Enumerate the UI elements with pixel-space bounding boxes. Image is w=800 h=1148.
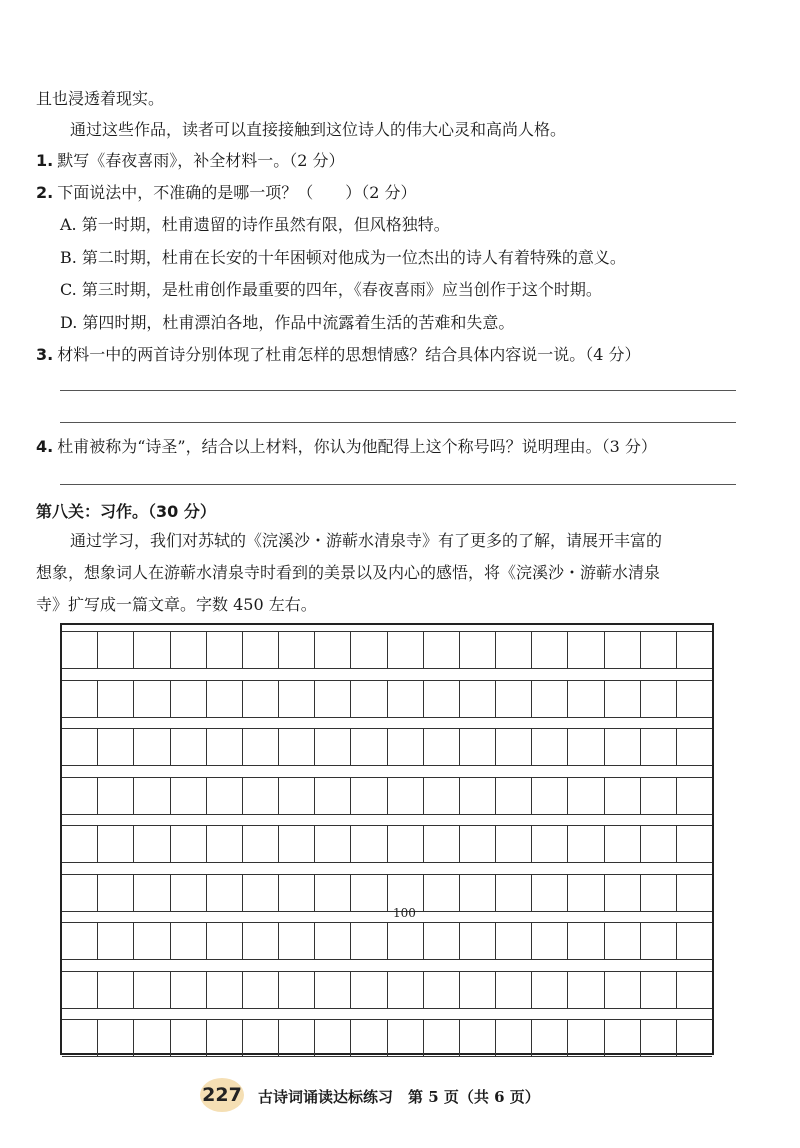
- answer-line[interactable]: [60, 484, 736, 485]
- grid-cell[interactable]: [171, 632, 207, 668]
- grid-cell[interactable]: [171, 826, 207, 862]
- grid-cell[interactable]: [388, 778, 424, 814]
- grid-cell[interactable]: [677, 778, 712, 814]
- grid-cell[interactable]: [171, 681, 207, 717]
- grid-cell[interactable]: [315, 826, 351, 862]
- grid-cell[interactable]: [243, 729, 279, 765]
- grid-cell[interactable]: [496, 875, 532, 911]
- question-2: [36, 182, 417, 204]
- question-text: 下面说法中，不准确的是哪一项？（ ）（2 分）: [57, 183, 417, 202]
- grid-cell[interactable]: [424, 923, 460, 959]
- grid-row: [62, 825, 712, 863]
- grid-cell[interactable]: [677, 632, 712, 668]
- grid-cell[interactable]: [98, 923, 134, 959]
- grid-cell[interactable]: [279, 923, 315, 959]
- grid-cell[interactable]: [677, 1020, 712, 1056]
- grid-cell[interactable]: [568, 1020, 604, 1056]
- grid-cell[interactable]: [134, 875, 170, 911]
- page-number-badge: 227: [200, 1078, 244, 1112]
- grid-cell[interactable]: [424, 681, 460, 717]
- grid-cell[interactable]: [677, 923, 712, 959]
- grid-cell[interactable]: [98, 729, 134, 765]
- grid-cell[interactable]: [134, 632, 170, 668]
- question-text: 材料一中的两首诗分别体现了杜甫怎样的思想情感？结合具体内容说一说。（4 分）: [57, 345, 641, 364]
- grid-cell[interactable]: [207, 972, 243, 1008]
- grid-row: [62, 728, 712, 766]
- grid-cell[interactable]: [641, 875, 677, 911]
- grid-cell[interactable]: [134, 972, 170, 1008]
- grid-cell[interactable]: [98, 778, 134, 814]
- grid-cell[interactable]: [134, 1020, 170, 1056]
- grid-cell[interactable]: [62, 923, 98, 959]
- grid-cell[interactable]: [134, 826, 170, 862]
- writing-grid[interactable]: [60, 623, 714, 1055]
- grid-cell[interactable]: [134, 923, 170, 959]
- grid-cell[interactable]: [98, 826, 134, 862]
- section-title: 第八关：习作。（30 分）: [36, 502, 216, 521]
- grid-cell[interactable]: [677, 729, 712, 765]
- grid-cell[interactable]: [243, 972, 279, 1008]
- grid-cell[interactable]: [532, 826, 568, 862]
- grid-cell[interactable]: [532, 875, 568, 911]
- grid-cell[interactable]: [568, 632, 604, 668]
- grid-cell[interactable]: [98, 632, 134, 668]
- grid-cell[interactable]: [605, 778, 641, 814]
- grid-cell[interactable]: [279, 681, 315, 717]
- grid-cell[interactable]: [605, 923, 641, 959]
- grid-cell[interactable]: [207, 632, 243, 668]
- grid-cell[interactable]: [496, 923, 532, 959]
- grid-cell[interactable]: [460, 923, 496, 959]
- answer-line[interactable]: [60, 422, 736, 423]
- grid-cell[interactable]: [62, 729, 98, 765]
- grid-cell[interactable]: [134, 778, 170, 814]
- grid-cell[interactable]: [171, 729, 207, 765]
- grid-cell[interactable]: [424, 729, 460, 765]
- grid-cell[interactable]: [605, 1020, 641, 1056]
- grid-cell[interactable]: [677, 875, 712, 911]
- grid-cell[interactable]: [62, 632, 98, 668]
- grid-row: [62, 777, 712, 815]
- grid-cell[interactable]: [605, 729, 641, 765]
- grid-cell[interactable]: [171, 972, 207, 1008]
- grid-cell[interactable]: [243, 632, 279, 668]
- grid-cell[interactable]: [315, 632, 351, 668]
- question-text: 默写《春夜喜雨》，补全材料一。（2 分）: [57, 151, 345, 170]
- grid-cell[interactable]: [568, 681, 604, 717]
- grid-cell[interactable]: [388, 972, 424, 1008]
- page-footer: [0, 1078, 800, 1118]
- grid-cell[interactable]: [279, 826, 315, 862]
- question-number: 4.: [36, 437, 54, 456]
- grid-cell[interactable]: [424, 875, 460, 911]
- question-number: 2.: [36, 183, 54, 202]
- grid-cell[interactable]: [496, 778, 532, 814]
- grid-cell[interactable]: [351, 923, 387, 959]
- grid-cell[interactable]: [98, 681, 134, 717]
- grid-cell[interactable]: [532, 729, 568, 765]
- grid-cell[interactable]: [677, 826, 712, 862]
- question-text: 杜甫被称为“诗圣”，结合以上材料，你认为他配得上这个称号吗？说明理由。（3 分）: [57, 437, 657, 456]
- grid-cell[interactable]: [243, 681, 279, 717]
- grid-cell[interactable]: [460, 875, 496, 911]
- grid-row: [62, 631, 712, 669]
- grid-cell[interactable]: [496, 1020, 532, 1056]
- word-count-mark: 100: [393, 906, 416, 920]
- grid-cell[interactable]: [532, 778, 568, 814]
- grid-cell[interactable]: [424, 778, 460, 814]
- grid-cell[interactable]: [279, 1020, 315, 1056]
- grid-cell[interactable]: [207, 875, 243, 911]
- grid-cell[interactable]: [62, 826, 98, 862]
- grid-cell[interactable]: [351, 681, 387, 717]
- grid-cell[interactable]: [460, 826, 496, 862]
- grid-cell[interactable]: [677, 681, 712, 717]
- grid-cell[interactable]: [460, 1020, 496, 1056]
- grid-row: [62, 874, 712, 912]
- grid-cell[interactable]: [424, 826, 460, 862]
- grid-cell[interactable]: [605, 972, 641, 1008]
- grid-cell[interactable]: [641, 632, 677, 668]
- grid-cell[interactable]: [351, 875, 387, 911]
- grid-cell[interactable]: [605, 632, 641, 668]
- grid-cell[interactable]: [279, 875, 315, 911]
- grid-cell[interactable]: [98, 875, 134, 911]
- grid-cell[interactable]: [315, 1020, 351, 1056]
- grid-cell[interactable]: [351, 1020, 387, 1056]
- answer-line[interactable]: [60, 390, 736, 391]
- grid-cell[interactable]: [171, 875, 207, 911]
- option-b: B. 第二时期，杜甫在长安的十年困顿对他成为一位杰出的诗人有着特殊的意义。: [60, 248, 626, 267]
- grid-cell[interactable]: [315, 778, 351, 814]
- grid-cell[interactable]: [171, 778, 207, 814]
- grid-cell[interactable]: [388, 1020, 424, 1056]
- grid-cell[interactable]: [388, 729, 424, 765]
- grid-cell[interactable]: [351, 729, 387, 765]
- grid-cell[interactable]: [351, 826, 387, 862]
- grid-cell[interactable]: [605, 826, 641, 862]
- question-1: [36, 150, 345, 172]
- grid-cell[interactable]: [388, 681, 424, 717]
- grid-cell[interactable]: [279, 778, 315, 814]
- grid-cell[interactable]: [460, 778, 496, 814]
- grid-cell[interactable]: [641, 681, 677, 717]
- grid-cell[interactable]: [243, 875, 279, 911]
- passage-line-1: 且也浸透着现实。: [36, 89, 165, 108]
- grid-cell[interactable]: [62, 1020, 98, 1056]
- grid-cell[interactable]: [496, 826, 532, 862]
- grid-cell[interactable]: [460, 729, 496, 765]
- grid-cell[interactable]: [243, 1020, 279, 1056]
- grid-cell[interactable]: [568, 729, 604, 765]
- grid-cell[interactable]: [496, 681, 532, 717]
- grid-cell[interactable]: [532, 923, 568, 959]
- grid-cell[interactable]: [171, 923, 207, 959]
- grid-cell[interactable]: [134, 729, 170, 765]
- grid-cell[interactable]: [677, 972, 712, 1008]
- grid-cell[interactable]: [460, 632, 496, 668]
- grid-cell[interactable]: [388, 923, 424, 959]
- grid-cell[interactable]: [568, 826, 604, 862]
- grid-cell[interactable]: [496, 729, 532, 765]
- grid-cell[interactable]: [171, 1020, 207, 1056]
- grid-cell[interactable]: [424, 632, 460, 668]
- grid-cell[interactable]: [532, 681, 568, 717]
- grid-cell[interactable]: [532, 632, 568, 668]
- grid-row: [62, 1019, 712, 1057]
- grid-cell[interactable]: [388, 826, 424, 862]
- option-a: A. 第一时期，杜甫遗留的诗作虽然有限，但风格独特。: [60, 215, 450, 234]
- grid-cell[interactable]: [207, 778, 243, 814]
- grid-cell[interactable]: [62, 681, 98, 717]
- essay-prompt-line-2: 想象，想象词人在游蕲水清泉寺时看到的美景以及内心的感悟，将《浣溪沙・游蕲水清泉: [36, 563, 661, 582]
- grid-cell[interactable]: [641, 729, 677, 765]
- grid-cell[interactable]: [605, 875, 641, 911]
- grid-cell[interactable]: [62, 778, 98, 814]
- grid-cell[interactable]: [315, 972, 351, 1008]
- grid-cell[interactable]: [207, 923, 243, 959]
- grid-cell[interactable]: [315, 923, 351, 959]
- grid-cell[interactable]: [351, 972, 387, 1008]
- grid-cell[interactable]: [568, 923, 604, 959]
- question-number: 3.: [36, 345, 54, 364]
- grid-cell[interactable]: [605, 681, 641, 717]
- grid-cell[interactable]: [62, 875, 98, 911]
- grid-cell[interactable]: [207, 681, 243, 717]
- grid-cell[interactable]: [568, 875, 604, 911]
- grid-cell[interactable]: [351, 778, 387, 814]
- grid-cell[interactable]: [98, 1020, 134, 1056]
- essay-prompt-line-3: 寺》扩写成一篇文章。字数 450 左右。: [36, 595, 317, 614]
- grid-cell[interactable]: [315, 875, 351, 911]
- grid-cell[interactable]: [243, 923, 279, 959]
- grid-cell[interactable]: [207, 1020, 243, 1056]
- question-3: [36, 344, 641, 366]
- grid-cell[interactable]: [243, 826, 279, 862]
- grid-row: [62, 680, 712, 718]
- grid-cell[interactable]: [62, 972, 98, 1008]
- grid-cell[interactable]: [641, 826, 677, 862]
- grid-cell[interactable]: [568, 778, 604, 814]
- grid-cell[interactable]: [641, 972, 677, 1008]
- question-4: [36, 436, 657, 458]
- grid-cell[interactable]: [134, 681, 170, 717]
- essay-prompt-line-1: 通过学习，我们对苏轼的《浣溪沙・游蕲水清泉寺》有了更多的了解，请展开丰富的: [70, 531, 663, 550]
- grid-cell[interactable]: [279, 632, 315, 668]
- grid-cell[interactable]: [532, 1020, 568, 1056]
- passage-line-2: 通过这些作品，读者可以直接接触到这位诗人的伟大心灵和高尚人格。: [70, 120, 567, 139]
- grid-cell[interactable]: [207, 729, 243, 765]
- grid-cell[interactable]: [388, 632, 424, 668]
- grid-cell[interactable]: [641, 923, 677, 959]
- grid-cell[interactable]: [243, 778, 279, 814]
- grid-cell[interactable]: [207, 826, 243, 862]
- grid-cell[interactable]: [98, 972, 134, 1008]
- grid-cell[interactable]: [460, 681, 496, 717]
- grid-cell[interactable]: [315, 729, 351, 765]
- grid-cell[interactable]: [460, 972, 496, 1008]
- option-c: C. 第三时期，是杜甫创作最重要的四年，《春夜喜雨》应当创作于这个时期。: [60, 280, 602, 299]
- grid-cell[interactable]: [496, 972, 532, 1008]
- grid-cell[interactable]: [279, 729, 315, 765]
- grid-cell[interactable]: [315, 681, 351, 717]
- footer-text: 古诗词诵读达标练习 第 5 页（共 6 页）: [258, 1088, 540, 1106]
- grid-cell[interactable]: [641, 778, 677, 814]
- grid-row: [62, 971, 712, 1009]
- grid-cell[interactable]: [279, 972, 315, 1008]
- grid-cell[interactable]: [641, 1020, 677, 1056]
- grid-cell[interactable]: [532, 972, 568, 1008]
- grid-row: [62, 922, 712, 960]
- grid-cell[interactable]: [351, 632, 387, 668]
- grid-cell[interactable]: [424, 972, 460, 1008]
- grid-cell[interactable]: [424, 1020, 460, 1056]
- question-number: 1.: [36, 151, 54, 170]
- grid-cell[interactable]: [496, 632, 532, 668]
- grid-cell[interactable]: [568, 972, 604, 1008]
- option-d: D. 第四时期，杜甫漂泊各地，作品中流露着生活的苦难和失意。: [60, 313, 515, 332]
